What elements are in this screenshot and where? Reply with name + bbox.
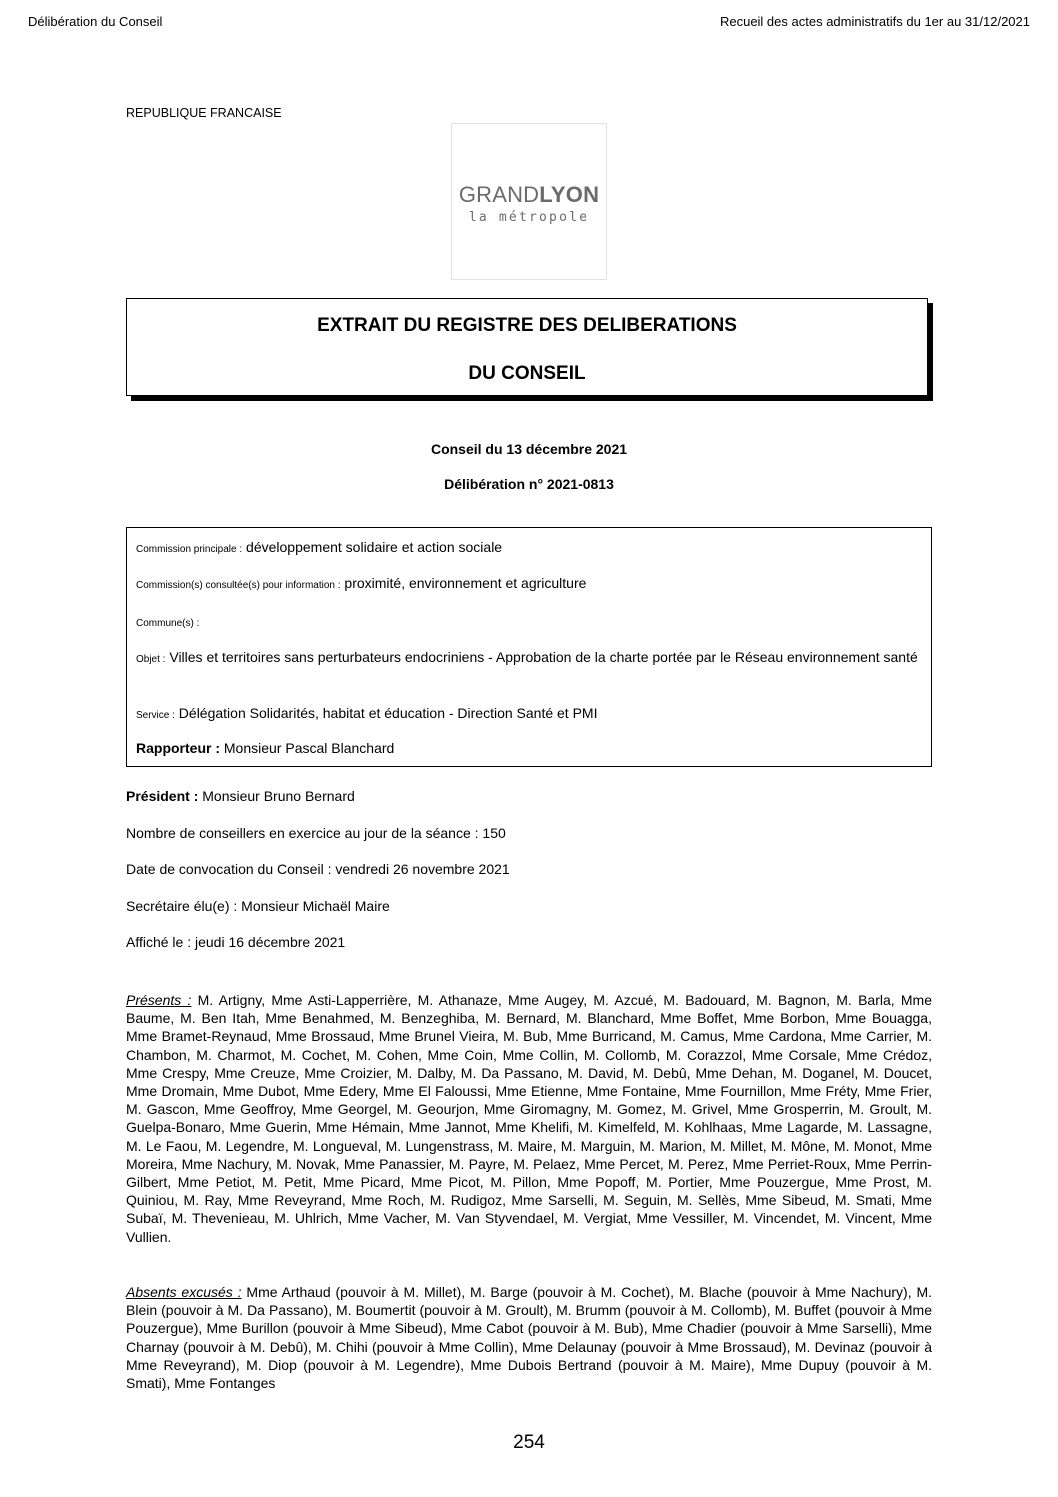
commission-label: Commission principale : [136, 544, 243, 555]
commission-row [136, 538, 922, 559]
president-value: Monsieur Bruno Bernard [202, 788, 355, 804]
title-line-2: DU CONSEIL [468, 363, 586, 384]
logo-lyon: LYON [539, 182, 600, 207]
objet-label: Objet : [136, 654, 166, 665]
page-header-left: Délibération du Conseil [28, 14, 163, 29]
rapporteur-value: Monsieur Pascal Blanchard [223, 740, 395, 756]
objet-value: Villes et territoires sans perturbateurs endocriniens - Approbation de la charte portée par le Réseau environnement santé [169, 649, 918, 665]
nombre-conseillers: Nombre de conseillers en exercice au jour de la séance : 150 [126, 825, 506, 841]
presents-label: Présents : [126, 992, 192, 1008]
president-row [126, 788, 355, 804]
communes-label: Commune(s) : [136, 618, 200, 629]
logo-grand: GRAND [458, 182, 540, 207]
title-line-1: EXTRAIT DU REGISTRE DES DELIBERATIONS [317, 315, 737, 336]
presents-list: M. Artigny, Mme Asti-Lapperrière, M. Athanaze, Mme Augey, M. Azcué, M. Badouard, M. Bagnon, M. Barla, Mme Baume, M. Ben Itah, Mme Benahmed, M. Benzeghiba, M. Bernard, M. Blanchard, Mme Boffet, Mme Borbon, Mme Bouagga, Mme Bramet-Reynaud, Mme Brossaud, Mme Brunel Vieira, M. Bub, Mme Burricand, M. Camus, Mme Cardona, Mme Carrier, M. Chambon, M. Charmot, M. Cochet, M. Cohen, Mme Coin, Mme Collin, M. Collomb, M. Corazzol, Mme Corsale, Mme Crédoz, Mme Crespy, Mme Creuze, Mme Croizier, M. Dalby, M. Da Passano, M. David, M. Debû, Mme Dehan, M. Doganel, M. Doucet, Mme Dromain, Mme Dubot, Mme Edery, Mme El Faloussi, Mme Etienne, Mme Fontaine, Mme Fournillon, Mme Fréty, Mme Frier, M. Gascon, Mme Geoffroy, Mme Georgel, M. Geourjon, Mme Giromagny, M. Gomez, M. Grivel, Mme Grosperrin, M. Groult, M. Guelpa-Bonaro, Mme Guerin, Mme Hémain, Mme Jannot, Mme Khelifi, M. Kimelfeld, M. Kohlhaas, Mme Lagarde, M. Lassagne, M. Le Faou, M. Legendre, M. Longueval, M. Lungenstrass, M. Maire, M. Marguin, M. Marion, M. Millet, M. Mône, M. Monot, Mme Moreira, Mme Nachury, M. Novak, Mme Panassier, M. Payre, M. Pelaez, Mme Percet, M. Perez, Mme Perriet-Roux, Mme Perrin-Gilbert, Mme Petiot, M. Petit, Mme Picard, Mme Picot, M. Pillon, Mme Popoff, M. Portier, Mme Pouzergue, Mme Prost, M. Quiniou, M. Ray, Mme Reveyrand, Mme Roch, M. Rudigoz, Mme Sarselli, M. Seguin, M. Sellès, Mme Sibeud, M. Smati, Mme Subaï, M. Thevenieau, M. Uhlrich, Mme Vacher, M. Van Styvendael, M. Vergiat, Mme Vessiller, M. Vincendet, M. Vincent, Mme Vullien. [126, 992, 932, 1245]
info-box [126, 527, 932, 767]
consultees-value: proximité, environnement et agriculture [344, 575, 587, 591]
service-row [136, 704, 922, 725]
president-label: Président : [126, 788, 199, 804]
page-number: 254 [513, 1432, 545, 1453]
conseil-date: Conseil du 13 décembre 2021 [430, 441, 628, 457]
rapporteur-row [136, 739, 922, 757]
absents-list: Mme Arthaud (pouvoir à M. Millet), M. Barge (pouvoir à M. Cochet), M. Blache (pouvoir à Mme Nachury), M. Blein (pouvoir à M. Da Passano), M. Boumertit (pouvoir à M. Groult), M. Brumm (pouvoir à M. Collomb), M. Buffet (pouvoir à Mme Pouzergue), Mme Burillon (pouvoir à Mme Sibeud), Mme Cabot (pouvoir à M. Bub), Mme Chadier (pouvoir à Mme Sarselli), Mme Charnay (pouvoir à M. Debû), M. Chihi (pouvoir à Mme Collin), Mme Delaunay (pouvoir à Mme Brossaud), M. Devinaz (pouvoir à Mme Reveyrand), M. Diop (pouvoir à M. Legendre), Mme Dubois Bertrand (pouvoir à M. Maire), Mme Dupuy (pouvoir à M. Smati), Mme Fontanges [126, 1284, 932, 1392]
commission-value: développement solidaire et action sociale [246, 539, 503, 555]
consultees-row [136, 574, 922, 595]
objet-row [136, 648, 922, 669]
consultees-label: Commission(s) consultée(s) pour information : [136, 580, 341, 591]
page-header-right: Recueil des actes administratifs du 1er au 31/12/2021 [719, 14, 1030, 29]
logo-subtitle: la métropole [468, 210, 590, 225]
republique-label: REPUBLIQUE FRANCAISE [126, 106, 282, 120]
service-value: Délégation Solidarités, habitat et éducation - Direction Santé et PMI [178, 705, 598, 721]
date-convocation: Date de convocation du Conseil : vendredi 26 novembre 2021 [126, 861, 510, 877]
absents-paragraph [126, 1283, 932, 1392]
rapporteur-label: Rapporteur : [136, 740, 220, 756]
date-affichage: Affiché le : jeudi 16 décembre 2021 [126, 934, 346, 950]
deliberation-number: Délibération n° 2021-0813 [444, 476, 614, 492]
secretaire-elu: Secrétaire élu(e) : Monsieur Michaël Maire [126, 898, 390, 914]
title-box [126, 298, 928, 396]
service-label: Service : [136, 710, 175, 721]
logo-wordmark [452, 182, 606, 208]
communes-row [136, 612, 922, 633]
grandlyon-logo [451, 123, 607, 280]
presents-paragraph [126, 991, 932, 1246]
absents-label: Absents excusés : [126, 1284, 242, 1300]
